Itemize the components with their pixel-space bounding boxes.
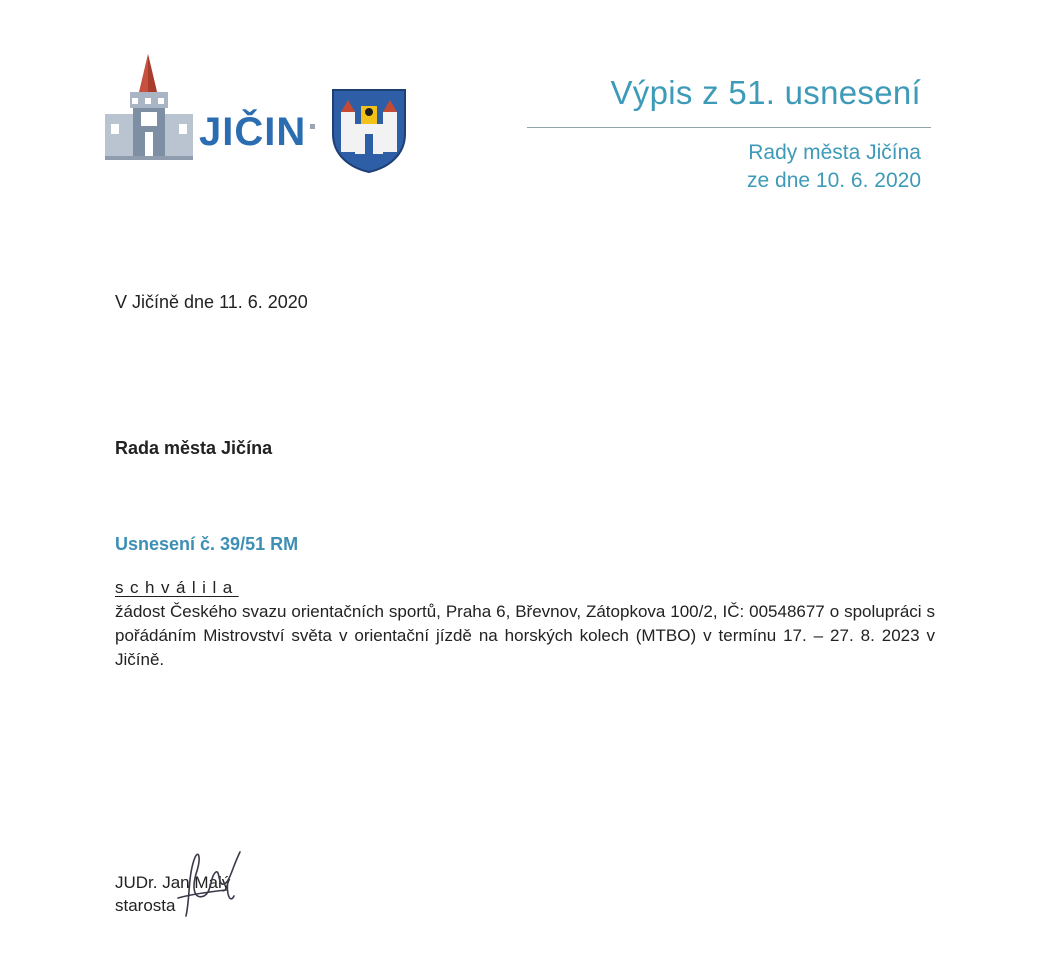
- council-heading: Rada města Jičína: [115, 438, 273, 458]
- city-logo: [103, 52, 423, 178]
- signatory-name: JUDr. Jan Malý: [115, 873, 231, 892]
- document-title: Výpis z 51. usnesení: [610, 74, 921, 111]
- resolution-body: žádost Českého svazu orientačních sportů, Praha 6, Břevnov, Zátopkova 100/2, IČ: 00548677 o spolupráci s pořádáním Mistrovství světa v orientační jízdě na horských kolech (MTBO) v termínu 17. – 27. 8. 2023 v Jičíně.: [115, 602, 935, 669]
- resolution-number: Usnesení č. 39/51 RM: [115, 534, 299, 554]
- title-divider: [527, 127, 931, 128]
- subtitle-date: ze dne 10. 6. 2020: [747, 169, 921, 192]
- signatory-role: starosta: [115, 896, 176, 915]
- resolution-verb: schválila: [115, 578, 239, 597]
- handwritten-signature: [168, 838, 260, 930]
- place-and-date: V Jičíně dne 11. 6. 2020: [115, 292, 308, 312]
- coat-of-arms-icon: [331, 88, 407, 174]
- logo-wordmark: JIČIN: [199, 110, 307, 154]
- subtitle-council: Rady města Jičína: [748, 141, 921, 164]
- document-subtitle: [747, 139, 921, 195]
